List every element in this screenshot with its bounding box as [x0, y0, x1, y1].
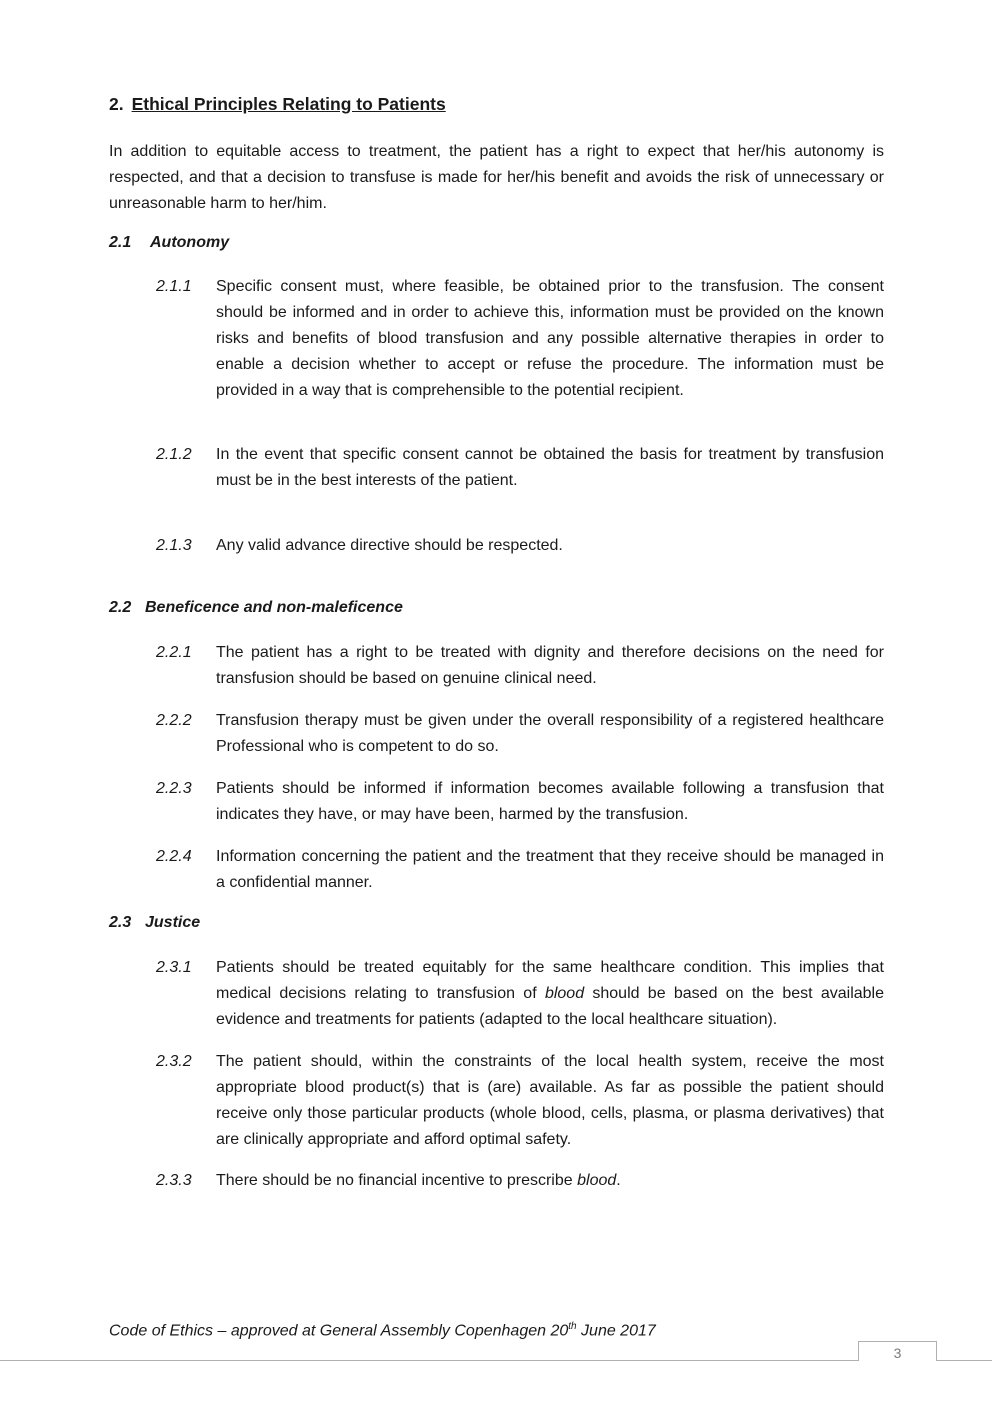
list-item: [156, 955, 884, 1033]
section-heading: [109, 94, 446, 115]
item-text-part: Patients should be treated equitably for the same healthcare condition. This implies that medical decisions relating to transfusion of: [216, 959, 884, 1002]
subsection-heading-beneficence: [109, 599, 403, 617]
item-number: 2.3.1: [156, 959, 192, 976]
subsection-number: 2.1: [109, 234, 132, 251]
list-item: [156, 533, 884, 559]
item-number: 2.2.4: [156, 848, 192, 865]
item-text: Any valid advance directive should be respected.: [216, 537, 563, 554]
item-text-part: There should be no financial incentive to prescribe: [216, 1172, 578, 1189]
item-number: 2.2.2: [156, 712, 192, 729]
footer-rule: [0, 1360, 858, 1361]
item-number: 2.2.1: [156, 644, 192, 661]
list-item: [156, 776, 884, 828]
section-intro: In addition to equitable access to treatment, the patient has a right to expect that her/his autonomy is respected, and that a decision to transfuse is made for her/his benefit and avoids the risk of unnecessary or unreasonable harm to her/him.: [109, 143, 884, 212]
item-text: Information concerning the patient and the treatment that they receive should be managed in a confidential manner.: [216, 848, 884, 891]
list-item: [156, 640, 884, 692]
subsection-title: Justice: [145, 914, 201, 931]
footer-text-part: June 2017: [576, 1322, 656, 1340]
item-text-emphasis: blood: [544, 985, 585, 1002]
footer-superscript: th: [568, 1321, 577, 1332]
item-text-emphasis: blood: [577, 1172, 617, 1189]
footer-text: [109, 1321, 656, 1340]
section-number: 2.: [109, 94, 124, 114]
page-number: 3: [893, 1345, 902, 1361]
item-number: 2.1.2: [156, 446, 192, 463]
item-text-part: .: [616, 1172, 621, 1189]
item-text: The patient should, within the constraints of the local health system, receive the most appropriate blood product(s) that is (are) available. As far as possible the patient should receive only those particular products (whole blood, cells, plasma, or plasma derivatives) that are clinically appropriate and afford optimal safety.: [216, 1053, 884, 1148]
item-text: [216, 1168, 884, 1194]
subsection-number: 2.2: [109, 599, 132, 616]
item-text: Patients should be informed if information becomes available following a transfusion that indicates they have, or may have been, harmed by the transfusion.: [216, 780, 884, 823]
list-item: [156, 442, 884, 494]
footer-text-part: Code of Ethics – approved at General Assembly Copenhagen 20: [109, 1322, 569, 1340]
item-number: 2.1.1: [156, 278, 192, 295]
footer-rule-right: [936, 1360, 992, 1361]
subsection-title: Autonomy: [150, 234, 230, 251]
item-number: 2.3.3: [156, 1172, 192, 1189]
item-text: Transfusion therapy must be given under the overall responsibility of a registered healthcare Professional who is competent to do so.: [216, 712, 884, 755]
list-item: [156, 1049, 884, 1153]
list-item: [156, 1168, 884, 1194]
item-text: Specific consent must, where feasible, be obtained prior to the transfusion. The consent should be informed and in order to achieve this, information must be provided on the known risks and benefits of blood transfusion and any possible alternative therapies in order to enable a decision whether to accept or refuse the procedure. The information must be provided in a way that is comprehensible to the potential recipient.: [216, 278, 884, 399]
item-number: 2.2.3: [156, 780, 192, 797]
item-text: [216, 955, 884, 1033]
item-text-part: should be based on the best available evidence and treatments for patients (adapted to the local healthcare situation).: [216, 985, 885, 1028]
section-title: Ethical Principles Relating to Patients: [131, 94, 446, 114]
item-number: 2.1.3: [156, 537, 192, 554]
item-number: 2.3.2: [156, 1053, 192, 1070]
subsection-heading-autonomy: [109, 234, 229, 252]
item-text: In the event that specific consent cannot be obtained the basis for treatment by transfusion must be in the best interests of the patient.: [216, 446, 884, 489]
list-item: [156, 708, 884, 760]
list-item: [156, 274, 884, 404]
subsection-heading-justice: [109, 914, 200, 932]
item-text: The patient has a right to be treated with dignity and therefore decisions on the need for transfusion should be based on genuine clinical need.: [216, 644, 884, 687]
subsection-number: 2.3: [109, 914, 132, 931]
list-item: [156, 844, 884, 896]
subsection-title: Beneficence and non-maleficence: [145, 599, 403, 616]
